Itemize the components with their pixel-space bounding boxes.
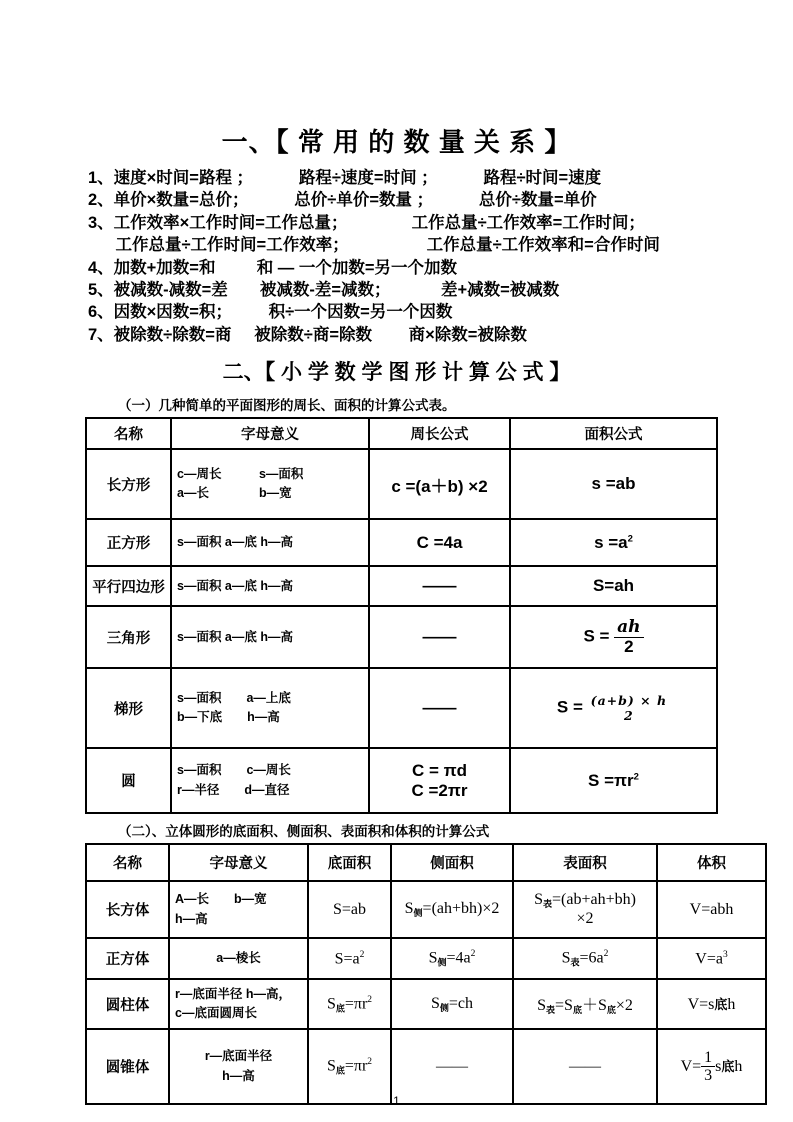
relation-line: 3、工作效率×工作时间=工作总量； 工作总量÷工作效率=工作时间；: [88, 213, 645, 232]
letter-line: r—底面半径 h—高，: [175, 986, 291, 1001]
formula-text: S: [561, 949, 571, 967]
volume-formula: V=abh: [657, 881, 766, 938]
formula-text: S =: [583, 626, 610, 646]
fraction: [614, 618, 643, 656]
col-header-name: 名称: [86, 844, 169, 881]
formula-text: V=a: [695, 949, 723, 967]
section2-title: 二、【 小 学 数 学 图 形 计 算 公 式 】: [222, 361, 571, 385]
formula-text: V=s: [687, 996, 715, 1014]
formula-line: [519, 891, 651, 910]
letter-line: s—面积 a—上底: [177, 690, 291, 705]
base-area-formula: [308, 938, 391, 979]
formula-text: S: [326, 1057, 336, 1075]
formula-subscript: 侧: [413, 908, 423, 919]
formula-text: S =: [556, 697, 583, 717]
table-row-square: [86, 519, 717, 566]
formula-text: =6a: [579, 949, 604, 967]
letter-line: h—高: [222, 1068, 255, 1083]
table-row-parallelogram: [86, 566, 717, 606]
perimeter-formula: ——: [369, 566, 510, 606]
formula-text: S=a: [334, 949, 360, 967]
surface-area-formula: [513, 881, 657, 938]
formula-subscript: 表: [542, 899, 552, 910]
plane-figures-intro: （一）几种简单的平面图形的周长、面积的计算公式表。: [118, 398, 456, 414]
formula-subscript: 底: [335, 1002, 345, 1013]
fraction-numerator: ah: [614, 618, 643, 638]
volume-formula: [657, 938, 766, 979]
fraction-denominator: 3: [704, 1067, 713, 1085]
formula-cjk-subscript: 底: [714, 997, 728, 1013]
formula-text: S: [430, 994, 440, 1012]
table-row-circle: [86, 748, 717, 813]
formula-superscript: 2: [627, 533, 633, 545]
area-formula: [510, 606, 717, 668]
base-area-formula: [308, 1029, 391, 1104]
formula-subscript: 底: [335, 1065, 345, 1076]
col-header-letter-meaning: 字母意义: [169, 844, 308, 881]
formula-cjk-subscript: 底: [721, 1058, 735, 1074]
perimeter-formula: C =4a: [369, 519, 510, 566]
fraction-numerator: 1: [701, 1049, 715, 1068]
formula-superscript: 2: [367, 1057, 373, 1068]
shape-name: 三角形: [86, 606, 171, 668]
letter-line: c—周长 s—面积: [177, 466, 304, 481]
letter-line: r—底面半径: [204, 1049, 273, 1064]
solid-name: 圆锥体: [86, 1029, 169, 1104]
col-header-lateral-area: 侧面积: [391, 844, 513, 881]
table-row-cube: [86, 938, 766, 979]
formula-subscript: 表: [570, 957, 580, 968]
formula-text: =ch: [448, 994, 474, 1012]
area-formula: s =ab: [510, 449, 717, 519]
formula-subscript: 底: [606, 1005, 616, 1016]
section1-title: 一、【 常 用 的 数 量 关 系 】: [221, 127, 572, 157]
letter-line: A—长 b—宽: [175, 892, 267, 907]
formula-text: ＋S: [581, 997, 607, 1015]
letter-meanings: [169, 881, 308, 938]
solid-figures-intro: （二）、立体圆形的底面积、侧面积、表面积和体积的计算公式: [118, 824, 490, 840]
col-header-letter-meaning: 字母意义: [171, 418, 369, 449]
surface-area-formula: [513, 979, 657, 1029]
formula-text: S: [428, 949, 438, 967]
letter-meanings: [169, 1029, 308, 1104]
volume-formula: [657, 979, 766, 1029]
relation-line: 6、因数×因数=积； 积÷一个因数=另一个因数: [88, 303, 453, 322]
area-formula: [510, 519, 717, 566]
formula-text: h: [727, 996, 736, 1014]
relation-line: 工作总量÷工作时间=工作效率； 工作总量÷工作效率和=合作时间: [88, 236, 660, 255]
area-formula: [510, 748, 717, 813]
page-number: 1: [393, 1094, 400, 1108]
shape-name: 正方形: [86, 519, 171, 566]
shape-name: 梯形: [86, 668, 171, 748]
formula-text: =(ah+bh)×2: [422, 900, 500, 918]
letter-meanings: [169, 979, 308, 1029]
formula-text: =S: [555, 997, 573, 1015]
letter-meanings: [169, 938, 308, 979]
table1-header-row: [86, 418, 717, 449]
formula-superscript: 2: [633, 771, 639, 783]
letter-line: a—棱长: [216, 951, 261, 966]
col-header-area-formula: 面积公式: [510, 418, 717, 449]
formula-superscript: 3: [722, 949, 728, 960]
letter-line: s—面积 c—周长: [177, 763, 291, 778]
letter-line: c—底面圆周长: [175, 1006, 257, 1021]
formula-subscript: 侧: [437, 957, 447, 968]
letter-meanings: [171, 606, 369, 668]
perimeter-formula: ——: [369, 668, 510, 748]
letter-line: s—面积 a—底 h—高: [177, 578, 293, 593]
shape-name: 圆: [86, 748, 171, 813]
formula-text: =(ab+ah+bh): [551, 891, 636, 909]
formula-superscript: 2: [359, 949, 365, 960]
fraction-numerator: (a+b) × h: [590, 693, 668, 708]
perimeter-formula: [369, 748, 510, 813]
base-area-formula: [308, 979, 391, 1029]
shape-name: 平行四边形: [86, 566, 171, 606]
formula-text: V=: [680, 1057, 702, 1075]
formula-superscript: 2: [603, 949, 609, 960]
table-row-triangle: [86, 606, 717, 668]
letter-line: s—面积 a—底 h—高: [177, 535, 293, 550]
relation-line: 7、被除数÷除数=商 被除数÷商=除数 商×除数=被除数: [88, 325, 527, 344]
formula-subscript: 表: [546, 1005, 556, 1016]
relation-line: 4、加数+加数=和 和 — 一个加数=另一个加数: [88, 258, 458, 277]
formula-text: =4a: [446, 949, 471, 967]
solid-name: 长方体: [86, 881, 169, 938]
surface-area-formula: [513, 938, 657, 979]
base-area-formula: S=ab: [308, 881, 391, 938]
col-header-surface-area: 表面积: [513, 844, 657, 881]
shape-name: 长方形: [86, 449, 171, 519]
letter-line: s—面积 a—底 h—高: [177, 629, 293, 644]
lateral-area-formula: [391, 979, 513, 1029]
letter-meanings: [171, 449, 369, 519]
solid-figures-table: [85, 843, 767, 1105]
formula-line: C =2πr: [411, 780, 468, 800]
letter-line: h—高: [175, 911, 208, 926]
col-header-perimeter-formula: 周长公式: [369, 418, 510, 449]
formula-subscript: 侧: [439, 1002, 449, 1013]
formula-text: ×2: [615, 997, 633, 1015]
letter-line: a—长 b—宽: [177, 486, 292, 501]
formula-line: C = πd: [411, 760, 468, 780]
relation-line: 2、单价×数量=总价； 总价÷单价=数量 ； 总价÷数量=单价: [88, 191, 597, 210]
fraction: [588, 694, 670, 723]
formula-text: S: [534, 891, 543, 909]
letter-meanings: [171, 668, 369, 748]
lateral-area-formula: ——: [391, 1029, 513, 1104]
relation-line: 1、速度×时间=路程 ； 路程÷速度=时间 ； 路程÷时间=速度: [88, 169, 602, 187]
formula-text: s =a: [594, 532, 628, 552]
formula-superscript: 2: [367, 994, 373, 1005]
lateral-area-formula: [391, 881, 513, 938]
perimeter-formula: c =(a＋b) ×2: [369, 449, 510, 519]
formula-text: S: [537, 997, 546, 1015]
formula-text: S =πr: [588, 770, 634, 790]
table-row-cylinder: [86, 979, 766, 1029]
area-formula: [510, 668, 717, 748]
fraction-denominator: 2: [624, 636, 634, 656]
table-row-trapezoid: [86, 668, 717, 748]
relation-line: 5、被减数-减数=差 被减数-差=减数； 差+减数=被减数: [88, 281, 560, 300]
lateral-area-formula: [391, 938, 513, 979]
table2-header-row: [86, 844, 766, 881]
letter-line: r—半径 d—直径: [177, 782, 290, 797]
quantity-relations-list: [88, 167, 793, 346]
col-header-name: 名称: [86, 418, 171, 449]
fraction-denominator: 2: [624, 707, 634, 723]
formula-text: S: [326, 994, 336, 1012]
table-row-cone: [86, 1029, 766, 1104]
col-header-base-area: 底面积: [308, 844, 391, 881]
letter-meanings: [171, 566, 369, 606]
col-header-volume: 体积: [657, 844, 766, 881]
area-formula: S=ah: [510, 566, 717, 606]
volume-formula: [657, 1029, 766, 1104]
formula-text: s: [715, 1057, 722, 1075]
surface-area-formula: ——: [513, 1029, 657, 1104]
letter-line: b—下底 h—高: [177, 710, 280, 725]
plane-figures-table: [85, 417, 718, 814]
letter-meanings: [171, 748, 369, 813]
formula-line: ×2: [576, 910, 594, 928]
letter-meanings: [171, 519, 369, 566]
formula-text: S: [404, 900, 414, 918]
formula-text: h: [734, 1057, 743, 1075]
formula-text: =πr: [344, 1057, 368, 1075]
formula-subscript: 底: [572, 1005, 582, 1016]
formula-superscript: 2: [470, 949, 476, 960]
perimeter-formula: ——: [369, 606, 510, 668]
table-row-cuboid: [86, 881, 766, 938]
formula-text: =πr: [344, 994, 368, 1012]
fraction: [701, 1049, 715, 1085]
solid-name: 正方体: [86, 938, 169, 979]
solid-name: 圆柱体: [86, 979, 169, 1029]
table-row-rectangle: [86, 449, 717, 519]
